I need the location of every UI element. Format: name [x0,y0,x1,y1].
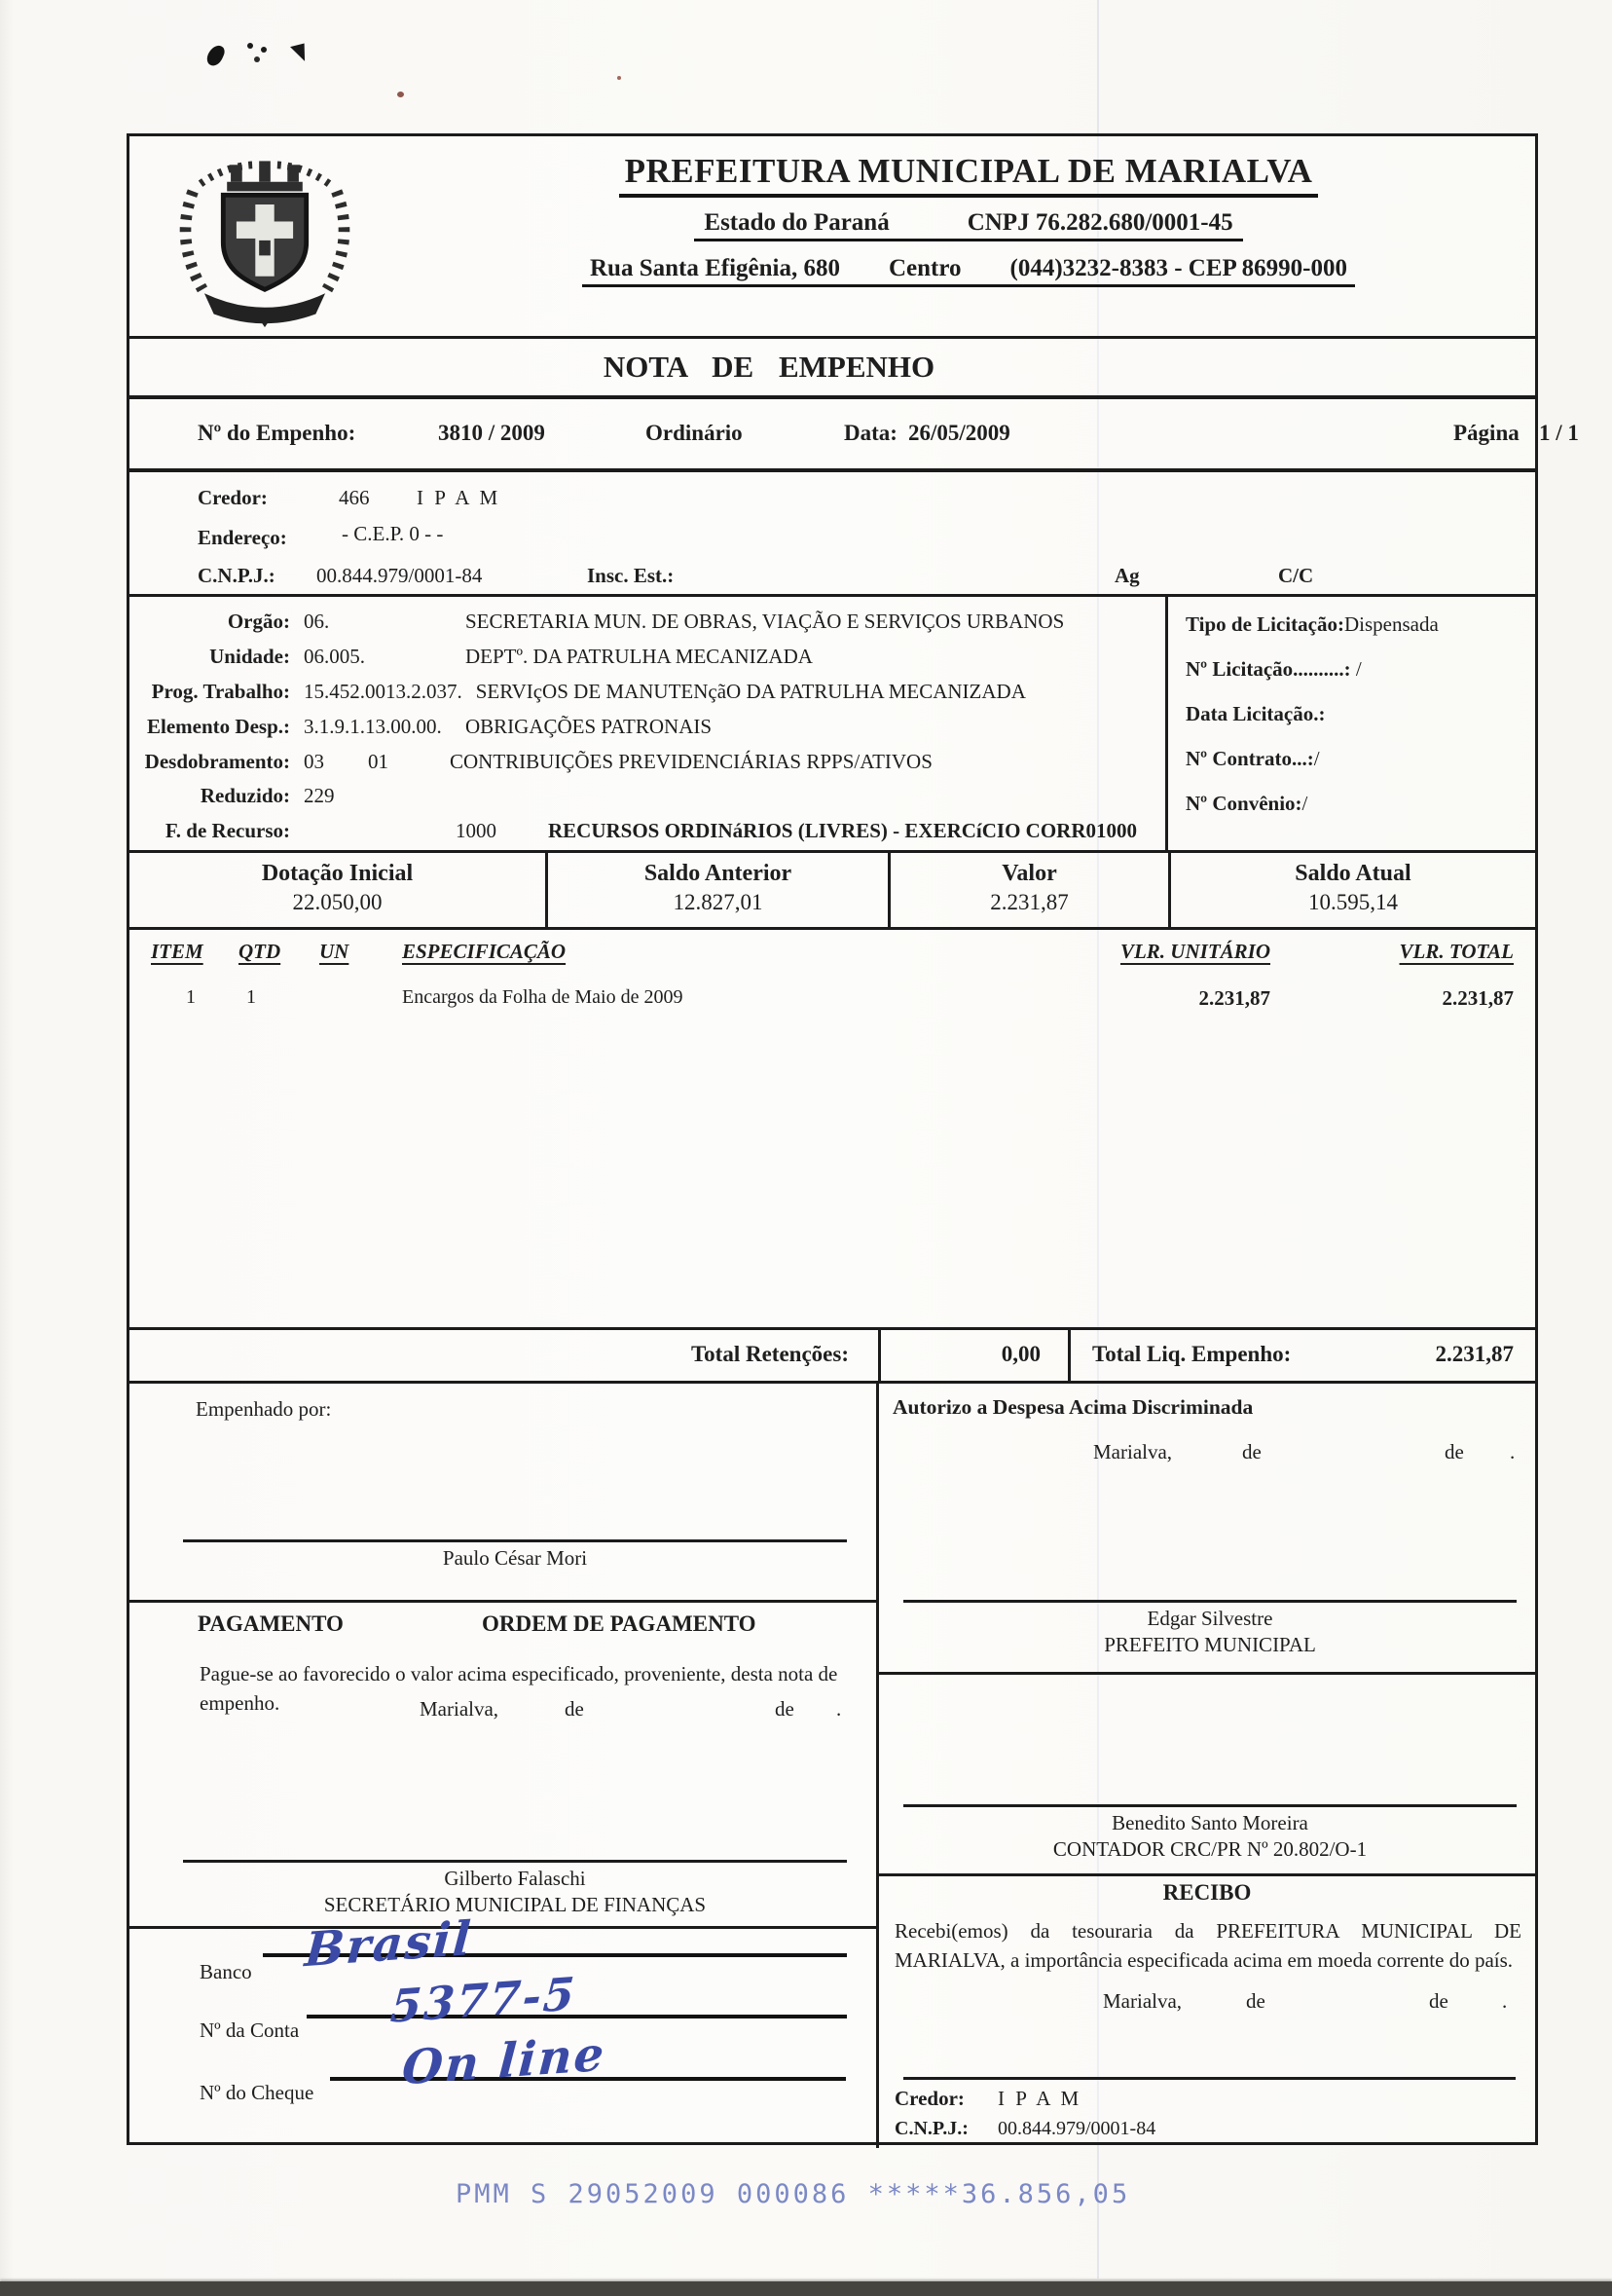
unidade-codigo: 06.005. [304,644,365,668]
assinatura-gilberto-cargo: SECRETÁRIO MUNICIPAL DE FINANÇAS [323,1892,707,1916]
credor-cnpj-label: C.N.P.J.: [198,564,275,587]
credor-cc-label: C/C [1278,564,1314,587]
credor-endereco-value: - C.E.P. 0 - - [342,522,444,545]
credor-insc-est-label: Insc. Est.: [587,564,675,587]
divider-line [879,1873,1535,1876]
orgao-label: Orgão: [227,610,290,633]
recibo-cnpj-value: 00.844.979/0001-84 [998,2118,1156,2139]
header-address-district: Centro [888,255,962,281]
desdobramento-codigo: 03 [304,749,324,773]
pen-scribble-mark [204,43,227,68]
item-qtd: 1 [246,986,256,1008]
fonte-recurso-descricao: RECURSOS ORDINáRIOS (LIVRES) - EXERCíCIO CORR [548,819,1086,843]
dateline-recibo-de1: de [1246,1989,1265,2013]
dotacao-inicial-value: 22.050,00 [292,890,383,914]
prog-trabalho-label: Prog. Trabalho: [151,679,290,703]
saldos-col-anterior [548,853,891,927]
banco-handwriting: Brasil [303,1910,475,1979]
credor-cnpj-value: 00.844.979/0001-84 [316,564,483,587]
pagamento-texto: Pague-se ao favorecido o valor acima especificado, proveniente, desta nota de empenho. [200,1662,838,1715]
item-especificacao: Encargos da Folha de Maio de 2009 [402,986,683,1008]
cheque-label: Nº do Cheque [200,2081,314,2104]
coat-of-arms-icon [149,142,381,331]
recibo-signature-line [903,2077,1516,2080]
licitacao-contrato-label: Nº Contrato...: [1186,747,1314,770]
unidade-label: Unidade: [209,644,290,668]
elemento-label: Elemento Desp.: [147,714,290,738]
orgao-codigo: 06. [304,610,330,633]
licitacao-numero-label: Nº Licitação..........: [1186,657,1351,681]
credor-section [129,472,1535,597]
header-estado: Estado do Paraná [704,209,890,236]
fonte-recurso-extra: 01000 [1085,819,1137,843]
saldos-table [129,850,1535,930]
dotacao-inicial-header: Dotação Inicial [261,861,414,886]
itens-header-item: ITEM [151,940,203,963]
dot-matrix-stamp: PMM S 29052009 000086 *****36.856,05 [456,2179,1131,2209]
licitacao-numero-value: / [1355,657,1362,681]
empenho-pagina-value: 1 / 1 [1539,421,1579,445]
desdobramento-descricao: CONTRIBUIÇÕES PREVIDENCIÁRIAS RPPS/ATIVOS [450,749,933,773]
pen-scribble-dots [247,43,253,49]
pagamento-title: PAGAMENTO [198,1611,344,1636]
orgao-descricao: SECRETARIA MUN. DE OBRAS, VIAÇÃO E SERVIÇOS URBANOS [465,610,1065,633]
licitacao-box [1165,597,1535,850]
total-retencoes-label: Total Retenções: [129,1330,881,1381]
ordem-pagamento-title: ORDEM DE PAGAMENTO [482,1611,756,1636]
credor-label: Credor: [198,486,268,509]
ink-speck [397,92,404,97]
saldos-col-valor [891,853,1171,927]
reduzido-codigo: 229 [304,784,335,808]
pen-scribble-tick [290,43,309,63]
recibo-title: RECIBO [1162,1880,1252,1905]
assinatura-benedito-cargo: CONTADOR CRC/PR Nº 20.802/O-1 [1052,1836,1368,1861]
signatures-section [129,1384,1535,2148]
autorizo-title: Autorizo a Despesa Acima Discriminada [893,1395,1254,1419]
total-liquido-cell [1071,1330,1535,1381]
divider-line [129,1926,876,1929]
credor-endereco-label: Endereço: [198,526,287,549]
banco-label: Banco [200,1960,252,1983]
item-numero: 1 [186,986,196,1008]
header-text-block [402,136,1535,287]
header-address-line [582,255,1355,287]
empenho-data-value: 26/05/2009 [908,421,1010,445]
assinatura-benedito-nome: Benedito Santo Moreira [1112,1811,1308,1834]
licitacao-contrato-value: / [1313,747,1320,770]
assinatura-gilberto-nome: Gilberto Falaschi [444,1867,586,1890]
recibo-texto: Recebi(emos) da tesouraria da PREFEITURA MUNICIPAL DE MARIALVA, a importância especificada acima em moeda corrente do país. [895,1919,1521,1972]
assinatura-edgar [903,1600,1517,1658]
document-title-bar [129,336,1535,399]
recibo-cnpj-label: C.N.P.J.: [895,2118,969,2139]
recibo-credor-value: I P A M [998,2087,1082,2110]
saldo-atual-header: Saldo Atual [1295,861,1411,886]
itens-header-vlr-unitario: VLR. UNITÁRIO [1119,940,1270,963]
dateline-recibo-de2: de [1429,1989,1448,2013]
assinatura-edgar-nome: Edgar Silvestre [1147,1607,1273,1630]
credor-codigo: 466 [339,486,370,509]
licitacao-convenio-label: Nº Convênio: [1186,792,1302,815]
empenho-numero-label: Nº do Empenho: [198,421,356,445]
pane-left [129,1384,879,2148]
licitacao-numero-row [1186,657,1535,682]
desdobramento-label: Desdobramento: [144,749,290,773]
ink-speck [617,76,621,80]
licitacao-data-row [1186,702,1535,726]
unidade-descricao: DEPTº. DA PATRULHA MECANIZADA [465,644,813,668]
saldo-anterior-header: Saldo Anterior [643,861,792,886]
credor-ag-label: Ag [1115,564,1140,587]
recibo-credor-label: Credor: [895,2087,965,2110]
dateline-pagamento-de2: de [775,1697,794,1721]
header-subtitle-line [694,209,1242,241]
itens-header-qtd: QTD [238,940,281,963]
elemento-descricao: OBRIGAÇÕES PATRONAIS [465,714,713,738]
saldo-atual-value: 10.595,14 [1308,890,1398,914]
empenho-number-row [129,399,1579,472]
dateline-recibo-ponto: . [1502,1989,1508,2013]
itens-table [129,930,1535,1327]
assinatura-edgar-cargo: PREFEITO MUNICIPAL [1104,1632,1316,1656]
conta-label: Nº da Conta [200,2018,300,2042]
item-vlr-total: 2.231,87 [1442,986,1514,1010]
reduzido-label: Reduzido: [200,784,290,808]
prog-trabalho-descricao: SERVIçOS DE MANUTENçãO DA PATRULHA MECANIZADA [475,679,1026,703]
dateline-autorizo-de1: de [1242,1440,1262,1463]
itens-header-especificacao: ESPECIFICAÇÃO [402,940,567,963]
valor-header: Valor [1002,861,1057,886]
licitacao-contrato-row [1186,747,1535,771]
saldo-anterior-value: 12.827,01 [673,890,763,914]
assinatura-benedito [903,1804,1517,1863]
cheque-handwriting: On line [400,2026,608,2096]
itens-header-vlr-total: VLR. TOTAL [1399,940,1514,963]
dateline-autorizo-ponto: . [1510,1440,1516,1463]
licitacao-data-label: Data Licitação.: [1186,702,1326,725]
total-liquido-label: Total Liq. Empenho: [1092,1342,1292,1366]
valor-value: 2.231,87 [990,890,1069,914]
page-title: PREFEITURA MUNICIPAL DE MARIALVA [619,152,1319,198]
empenho-data-label: Data: [844,421,898,445]
dateline-recibo-local: Marialva, [1103,1989,1183,2013]
dateline-autorizo-de2: de [1445,1440,1464,1463]
licitacao-convenio-value: / [1301,792,1308,815]
conta-blank-line [307,2015,847,2018]
saldos-col-dotacao [129,853,548,927]
item-vlr-unitario: 2.231,87 [1198,986,1270,1010]
pane-right [879,1384,1535,2148]
header-address-phone-cep: (044)3232-8383 - CEP 86990-000 [1009,255,1347,281]
dateline-autorizo-local: Marialva, [1093,1440,1173,1463]
credor-nome: I P A M [417,486,501,509]
orcamento-row-fonte-recurso: F. de Recurso: 1000 RECURSOS ORDINáRIOS (LIVRES) - EXERCíCIO CORR 01000 [129,818,1535,844]
document-title: NOTA DE EMPENHO [603,350,935,384]
orcamento-section [129,597,1535,850]
desdobramento-codigo2: 01 [368,749,388,773]
dateline-pagamento-de1: de [565,1697,584,1721]
licitacao-tipo-label: Tipo de Licitação: [1186,612,1344,636]
coat-of-arms-logo [149,142,381,331]
header-address-street: Rua Santa Efigênia, 680 [589,255,840,281]
conta-handwriting: 5377-5 [388,1967,578,2033]
empenho-tipo: Ordinário [645,421,743,445]
assinatura-paulo [183,1539,847,1572]
licitacao-tipo-row [1186,612,1535,637]
dateline-pagamento-ponto: . [836,1697,842,1721]
total-liquido-value: 2.231,87 [1435,1342,1514,1366]
header-cnpj: CNPJ 76.282.680/0001-45 [967,209,1233,236]
itens-header-un: UN [319,940,349,963]
scan-edge-bar [0,2281,1612,2296]
empenho-pagina-label: Página [1453,421,1520,445]
divider-line [879,1672,1535,1675]
prog-trabalho-codigo: 15.452.0013.2.037. [304,679,462,703]
licitacao-tipo-value: Dispensada [1343,612,1439,636]
saldos-col-atual [1171,853,1535,927]
totais-row [129,1327,1535,1384]
elemento-codigo: 3.1.9.1.13.00.00. [304,714,442,738]
dateline-pagamento-local: Marialva, [420,1697,499,1721]
fonte-recurso-label: F. de Recurso: [165,819,290,843]
form-header [129,136,1535,336]
assinatura-paulo-nome: Paulo César Mori [442,1546,588,1570]
total-retencoes-value: 0,00 [881,1330,1071,1381]
empenho-numero-value: 3810 / 2009 [438,421,545,445]
divider-line [129,1600,876,1603]
assinatura-gilberto [183,1860,847,1918]
empenhado-por-label: Empenhado por: [196,1397,332,1421]
nota-de-empenho-form [127,133,1579,2145]
licitacao-convenio-row [1186,792,1535,816]
